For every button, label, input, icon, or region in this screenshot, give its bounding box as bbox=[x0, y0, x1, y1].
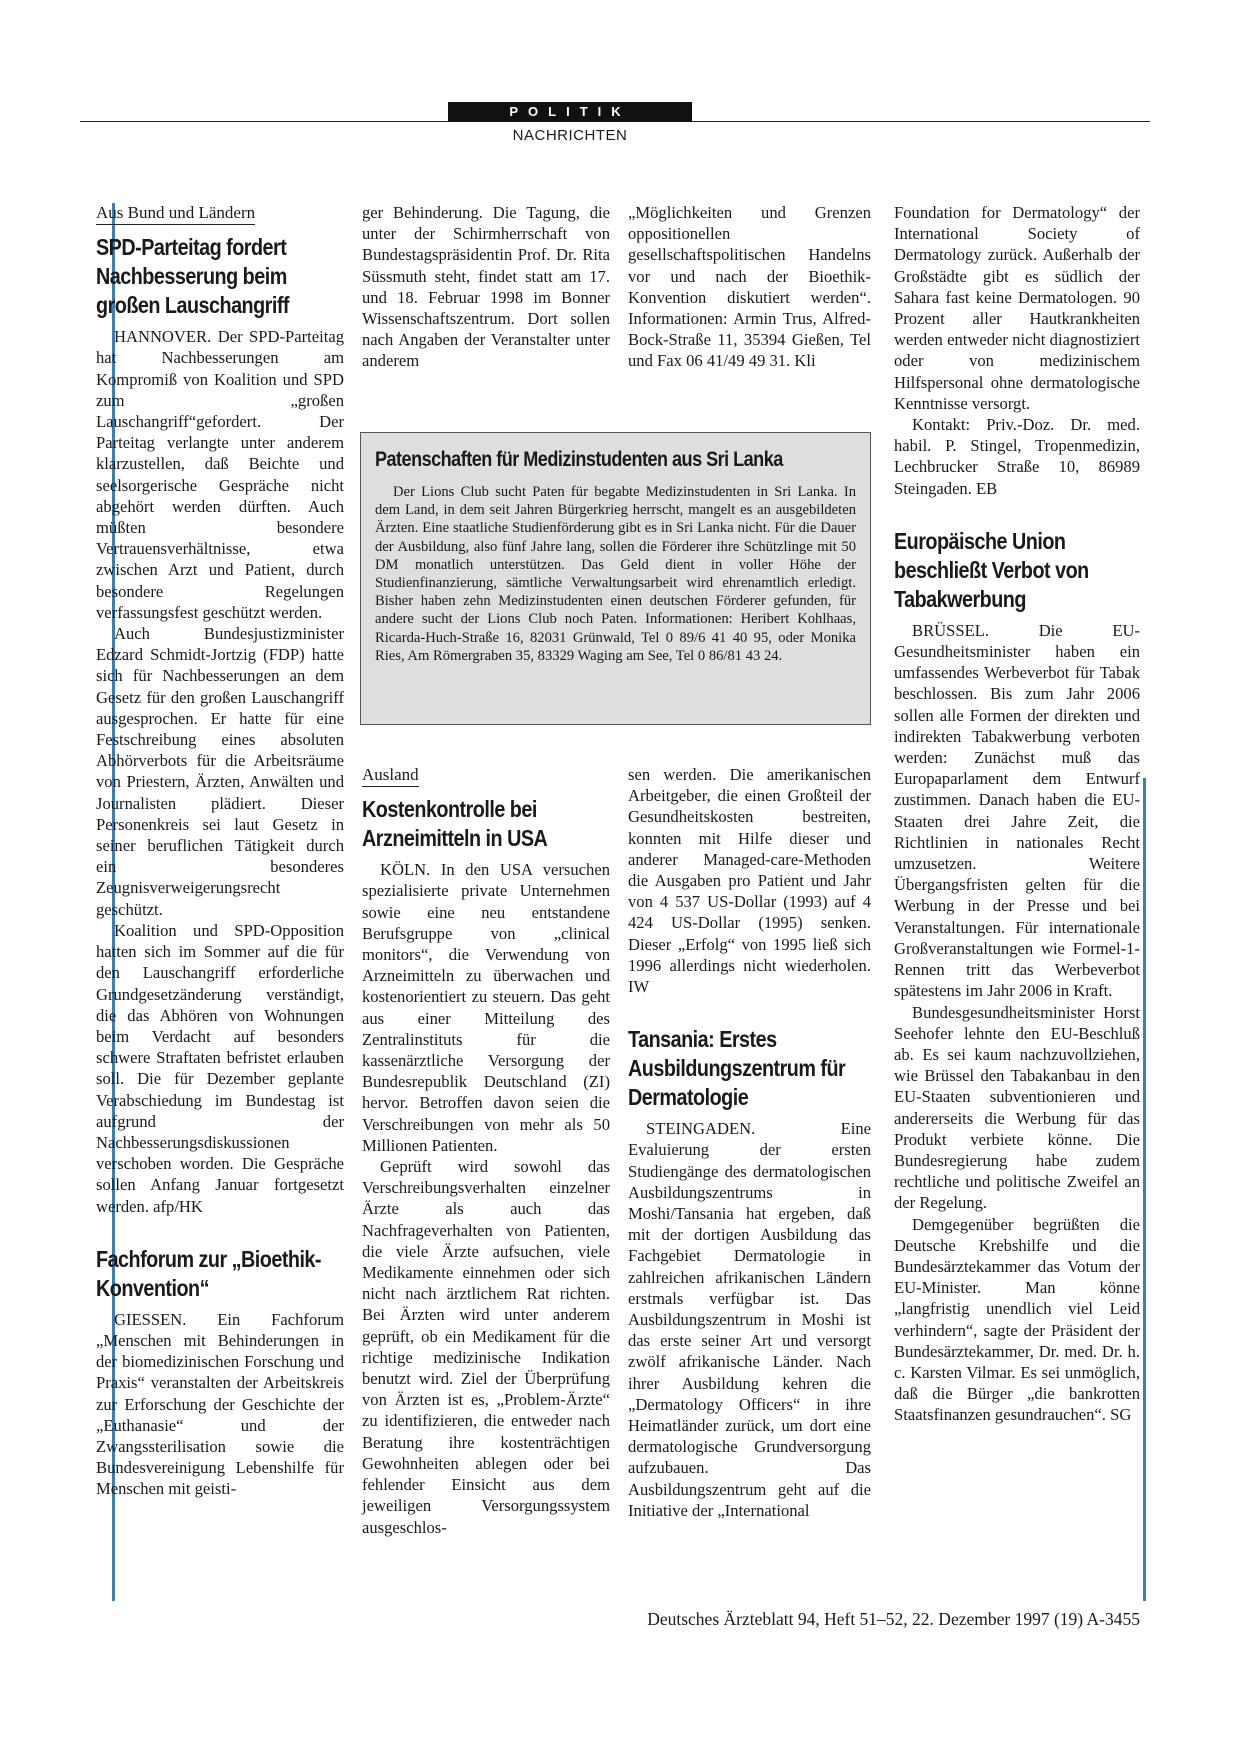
headline-spd-parteitag: SPD-Parteitag fordert Nachbesserung beim großen Lauschangriff bbox=[96, 234, 289, 319]
rubric-ausland: Ausland bbox=[362, 764, 419, 787]
article-paragraph: Demgegenüber begrüßten die Deutsche Krebshilfe und die Bundesärztekammer das Votum der EU-Minister. Man könne „langfristig unendlich viel Leid verhindern“, sagte der Präsident der Bundesärztekammer, Dr. med. Dr. h. c. Karsten Vilmar. Es sei unmöglich, daß die Bürger „die bankrotten Staatsfinanzen gesundrauchen“. SG bbox=[894, 1214, 1140, 1425]
article-paragraph: sen werden. Die amerikanischen Arbeitgeber, die einen Großteil der Gesundheitskosten bestreiten, konnten mit Hilfe dieser und anderer Managed-care-Methoden die Ausgaben pro Patient und Jahr von 4 537 US-Dollar (1993) auf 4 424 US-Dollar (1995) senken. Dieser „Erfolg“ von 1995 ließ sich 1996 allerdings nicht wiederholen. IW bbox=[628, 765, 871, 997]
subsection-label: NACHRICHTEN bbox=[512, 127, 628, 144]
article-paragraph: STEINGADEN. Eine Evaluierung der ersten Studiengänge des dermatologischen Ausbildungszentrums in Moshi/Tansania hat ergeben, daß mit der dortigen Ausbildung das Fachgebiet Dermatologie in zahlreichen afrikanischen Ländern erstmals verfügbar ist. Das Ausbildungszentrum in Moshi ist das erste seiner Art und versorgt zwölf afrikanische Länder. Nach ihrer Ausbildung kehren die „Dermatology Officers“ in ihre Heimatländer zurück, um dort eine dermatologische Grundversorgung aufzubauen. Das Ausbildungszentrum geht auf die Initiative der „International bbox=[628, 1119, 871, 1520]
article-paragraph: GIESSEN. Ein Fachforum „Menschen mit Behinderungen in der biomedizinischen Forschung und Praxis“ veranstalten der Arbeitskreis zur Erforschung der Geschichte der „Euthanasie“ und der Zwangssterilisation sowie die Bundesvereinigung Lebenshilfe für Menschen mit geisti- bbox=[96, 1309, 344, 1499]
headline-fachforum: Fachforum zur „Bioethik-Konvention“ bbox=[96, 1245, 321, 1301]
section-label: POLITIK bbox=[448, 102, 692, 122]
column-2-top bbox=[362, 202, 610, 372]
column-4 bbox=[894, 202, 1140, 1426]
column-2-bottom bbox=[362, 764, 610, 1538]
article-paragraph: KÖLN. In den USA versuchen spezialisierte private Unternehmen sowie eine neu entstandene Berufsgruppe von „clinical monitors“, die Verwendung von Arzneimitteln zu überwachen und kostenorientiert zu steuern. Das geht aus einer Mitteilung des Zentralinstituts für die kassenärztliche Versorgung der Bundesrepublik Deutschland (ZI) hervor. Betroffen davon seien die Verschreibungen von mehr als 50 Millionen Patienten. bbox=[362, 860, 610, 1155]
headline-patenschaften: Patenschaften für Medizinstudenten aus Sri Lanka bbox=[375, 448, 783, 471]
column-1 bbox=[96, 202, 344, 1500]
article-paragraph: HANNOVER. Der SPD-Parteitag hat Nachbesserungen am Kompromiß von Koalition und SPD zum „großen Lauschangriff“gefordert. Der Parteitag verlangte unter anderem klarzustellen, daß Beichte und seelsorgerische Gespräche nicht abgehört werden dürften. Auch müßten besondere Vertrauensverhältnisse, etwa zwischen Arzt und Patient, durch besondere Regelungen verfassungsfest geschützt werden. bbox=[96, 327, 344, 622]
info-box-patenschaften bbox=[360, 432, 871, 725]
article-paragraph: BRÜSSEL. Die EU-Gesundheitsminister haben ein umfassendes Werbeverbot für Tabak beschlossen. Bis zum Jahr 2006 sollen alle Formen der direkten und indirekten Tabakwerbung verboten werden: Zunächst muß das Europaparlament dem Entwurf zustimmen. Danach haben die EU-Staaten drei Jahre Zeit, die Richtlinien in nationales Recht umzusetzen. Weitere Übergangsfristen gelten für die Werbung in der Presse und bei Veranstaltungen. Für internationale Großveranstaltungen wie Formel-1-Rennen tritt das Werbeverbot spätestens im Jahr 2006 in Kraft. bbox=[894, 620, 1140, 1001]
article-paragraph: Auch Bundesjustizminister Edzard Schmidt-Jortzig (FDP) hatte sich für Nachbesserungen an dem Gesetz für den großen Lauschangriff ausgesprochen. Er hatte für eine Festschreibung eines absoluten Abhörverbots für die Arbeitsräume von Priestern, Ärzten, Anwälten und Journalisten plädiert. Dieser Personenkreis sei laut Gesetz in seiner beruflichen Tätigkeit durch ein besonderes Zeugnisverweigerungsrecht geschützt. bbox=[96, 624, 344, 919]
article-paragraph: Kontakt: Priv.-Doz. Dr. med. habil. P. Stingel, Tropenmedizin, Lechbrucker Straße 10, 86989 Steingaden. EB bbox=[894, 415, 1140, 498]
page-footer: Deutsches Ärzteblatt 94, Heft 51–52, 22. Dezember 1997 (19) A-3455 bbox=[647, 1609, 1140, 1629]
column-3-top bbox=[628, 202, 871, 372]
headline-kostenkontrolle: Kostenkontrolle bei Arzneimitteln in USA bbox=[362, 796, 548, 852]
article-paragraph: Foundation for Dermatology“ der International Society of Dermatology zurück. Außerhalb der Großstädte gibt es südlich der Sahara fast keine Dermatologen. 90 Prozent aller Hautkrankheiten werden entweder nicht diagnostiziert oder von medizinischem Hilfspersonal ohne dermatologische Kenntnisse versorgt. bbox=[894, 203, 1140, 413]
article-paragraph: ger Behinderung. Die Tagung, die unter der Schirmherrschaft von Bundestagspräsidentin Prof. Dr. Rita Süssmuth steht, findet statt am 17. und 18. Februar 1998 im Bonner Wissenschaftszentrum. Dort sollen nach Angaben der Veranstalter unter anderem bbox=[362, 203, 610, 371]
article-paragraph: Koalition und SPD-Opposition hatten sich im Sommer auf die für den Lauschangriff erforderliche Grundgesetzänderung verständigt, die das Abhören von Wohnungen beim Verdacht auf besonders schwere Straftaten befristet erlauben soll. Die für Dezember geplante Verabschiedung im Bundestag ist aufgrund der Nachbesserungsdiskussionen verschoben worden. Die Gespräche sollen Anfang Januar fortgesetzt werden. afp/HK bbox=[96, 920, 344, 1216]
headline-tansania: Tansania: Erstes Ausbildungszentrum für Dermatologie bbox=[628, 1026, 846, 1111]
article-paragraph: Bundesgesundheitsminister Horst Seehofer lehnte den EU-Beschluß ab. Es sei kaum nachzuvollziehen, wie Brüssel den Tabakanbau in den EU-Staaten subventionieren und andererseits die Werbung für das Produkt verbiete könne. Die Bundesregierung habe zudem rechtliche und politische Zweifel an der Regelung. bbox=[894, 1002, 1140, 1213]
right-accent-bar bbox=[1143, 778, 1146, 1601]
article-paragraph: Geprüft wird sowohl das Verschreibungsverhalten einzelner Ärzte als auch das Nachfrageverhalten von Patienten, die viele Ärzte aufsuchen, viele Medikamente einnehmen oder sich nicht nach ärztlichem Rat richten. Bei Ärzten wird unter anderem geprüft, ob ein Medikament für die richtige medizinische Indikation benutzt wird. Ziel der Überprüfung von Ärzten ist es, „Problem-Ärzte“ zu identifizieren, die entweder nach Beratung ihre kostenträchtigen Gewohnheiten ablegen oder bei fehlender Einsicht aus dem jeweiligen Versorgungssystem ausgeschlos- bbox=[362, 1157, 610, 1537]
article-paragraph: „Möglichkeiten und Grenzen oppositionellen gesellschaftspolitischen Handelns vor und nach der Bioethik-Konvention diskutiert werden“. Informationen: Armin Trus, Alfred-Bock-Straße 11, 35394 Gießen, Tel und Fax 06 41/49 49 31. Kli bbox=[628, 203, 871, 371]
box-paragraph: Der Lions Club sucht Paten für begabte Medizinstudenten in Sri Lanka. In dem Land, in dem seit Jahren Bürgerkrieg herrscht, mangelt es an ausgebildeten Ärzten. Eine staatliche Studienförderung gibt es in Sri Lanka nicht. Für die Dauer der Ausbildung, also fünf Jahre lang, sollen die Förderer ihre Schützlinge mit 50 DM monatlich unterstützen. Das Geld dient in voller Höhe der Studienfinanzierung, sämtliche Verwaltungsarbeit wird ehrenamtlich erledigt. Bisher haben zehn Medizinstudenten einen deutschen Förderer gefunden, für andere sucht der Lions Club noch Paten. Informationen: Heribert Kohlhaas, Ricarda-Huch-Straße 16, 82031 Grünwald, Tel 0 89/6 41 40 95, oder Monika Ries, Am Römergraben 35, 83329 Waging am See, Tel 0 86/81 43 24. bbox=[375, 484, 856, 664]
column-3-bottom bbox=[628, 764, 871, 1521]
rubric-bund-laender: Aus Bund und Ländern bbox=[96, 202, 255, 225]
headline-eu-tabakwerbung: Europäische Union beschließt Verbot von Tabakwerbung bbox=[894, 527, 1089, 612]
